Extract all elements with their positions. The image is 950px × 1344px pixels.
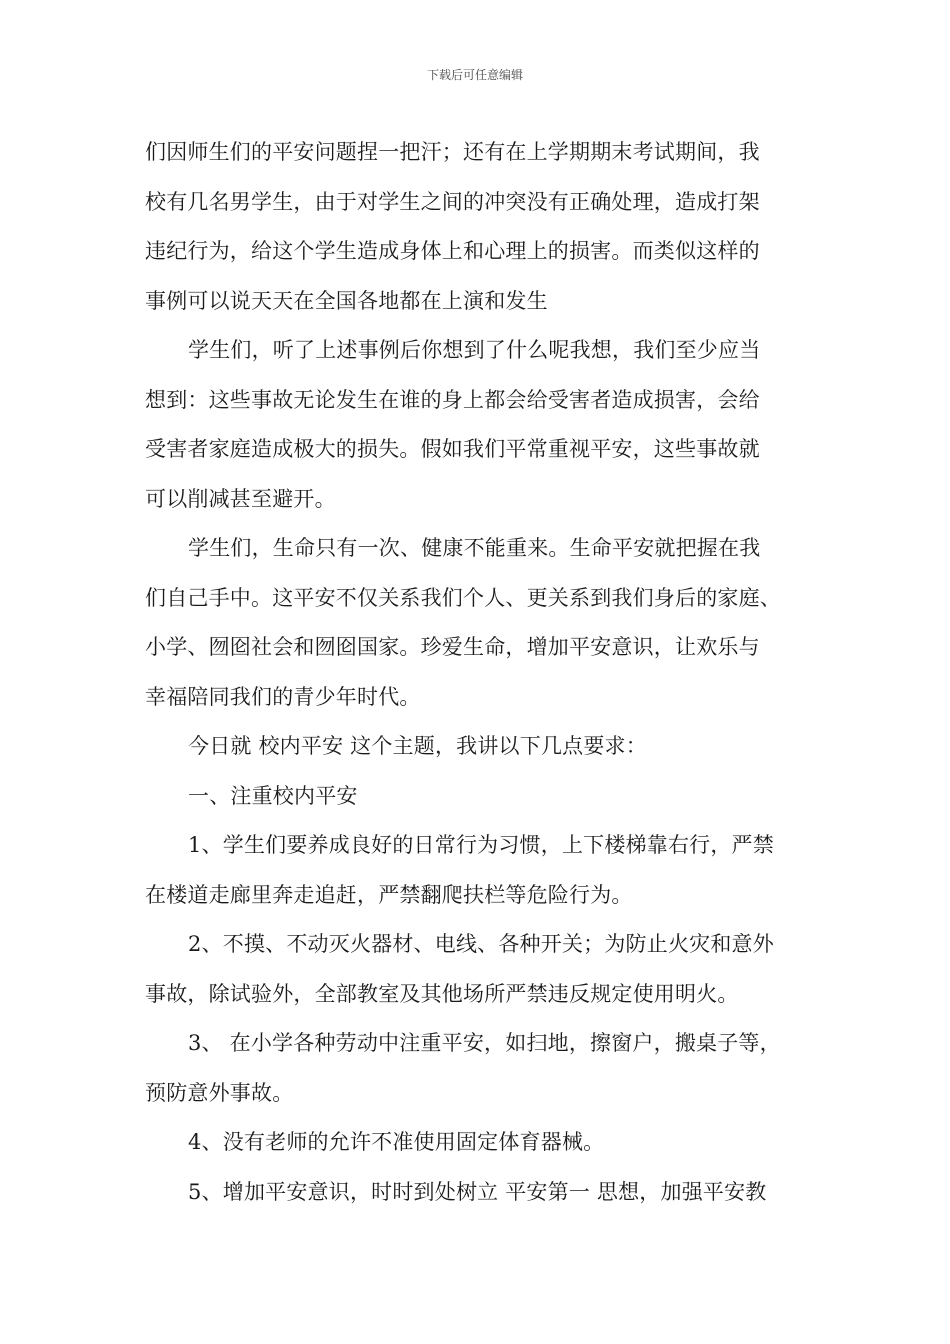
document-body <box>145 128 810 1217</box>
text-line: 可以削减甚至避开。 <box>145 486 336 511</box>
text-line: 事故，除试验外，全部教室及其他场所严禁违反规定使用明火。 <box>145 981 739 1006</box>
paragraph <box>145 772 810 822</box>
text-line: 幸福陪同我们的青少年时代。 <box>145 684 421 709</box>
text-line: 2、不摸、不动灭火器材、电线、各种开关；为防止火灾和意外 <box>188 932 774 956</box>
paragraph <box>145 1019 810 1118</box>
text-line: 1、学生们要养成良好的日常行为习惯，上下楼梯靠右行，严禁 <box>188 833 774 857</box>
text-line: 事例可以说天天在全国各地都在上演和发生 <box>145 288 548 313</box>
paragraph <box>145 920 810 1019</box>
paragraph <box>145 326 810 524</box>
text-line: 们自己手中。这平安不仅关系我们个人、更关系到我们身后的家庭、 <box>145 585 781 610</box>
text-line: 们因师生们的平安问题捏一把汗；还有在上学期期末考试期间，我 <box>145 140 760 164</box>
text-line: 今日就 校内平安 这个主题，我讲以下几点要求： <box>188 734 647 758</box>
paragraph <box>145 128 810 326</box>
text-line: 一、注重校内平安 <box>188 783 358 808</box>
text-line: 学生们，听了上述事例后你想到了什么呢我想，我们至少应当 <box>188 338 761 362</box>
text-line: 受害者家庭造成极大的损失。假如我们平常重视平安，这些事故就 <box>145 437 760 461</box>
text-line: 预防意外事故。 <box>145 1080 294 1105</box>
paragraph <box>145 722 810 772</box>
text-line: 5、增加平安意识，时时到处树立 平安第一 思想，加强平安教 <box>188 1179 767 1204</box>
text-line: 违纪行为，给这个学生造成身体上和心理上的损害。而类似这样的 <box>145 239 760 263</box>
header-note: 下载后可任意编辑 <box>426 68 523 82</box>
text-line: 在楼道走廊里奔走追赶，严禁翻爬扶栏等危险行为。 <box>145 882 633 907</box>
paragraph <box>145 1118 810 1168</box>
text-line: 校有几名男学生，由于对学生之间的冲突没有正确处理，造成打架 <box>145 189 760 214</box>
paragraph <box>145 821 810 920</box>
text-line: 3、 在小学各种劳动中注重平安，如扫地，擦窗户，搬桌子等， <box>188 1031 781 1055</box>
text-line: 想到：这些事故无论发生在谁的身上都会给受害者造成损害，会给 <box>145 387 760 412</box>
paragraph <box>145 1168 810 1218</box>
text-line: 学生们，生命只有一次、健康不能重来。生命平安就把握在我 <box>188 536 761 560</box>
text-line: 4、没有老师的允许不准使用固定体育器械。 <box>188 1130 605 1154</box>
paragraph <box>145 524 810 722</box>
text-line: 小学、囫囵社会和囫囵国家。珍爱生命，增加平安意识，让欢乐与 <box>145 635 760 659</box>
